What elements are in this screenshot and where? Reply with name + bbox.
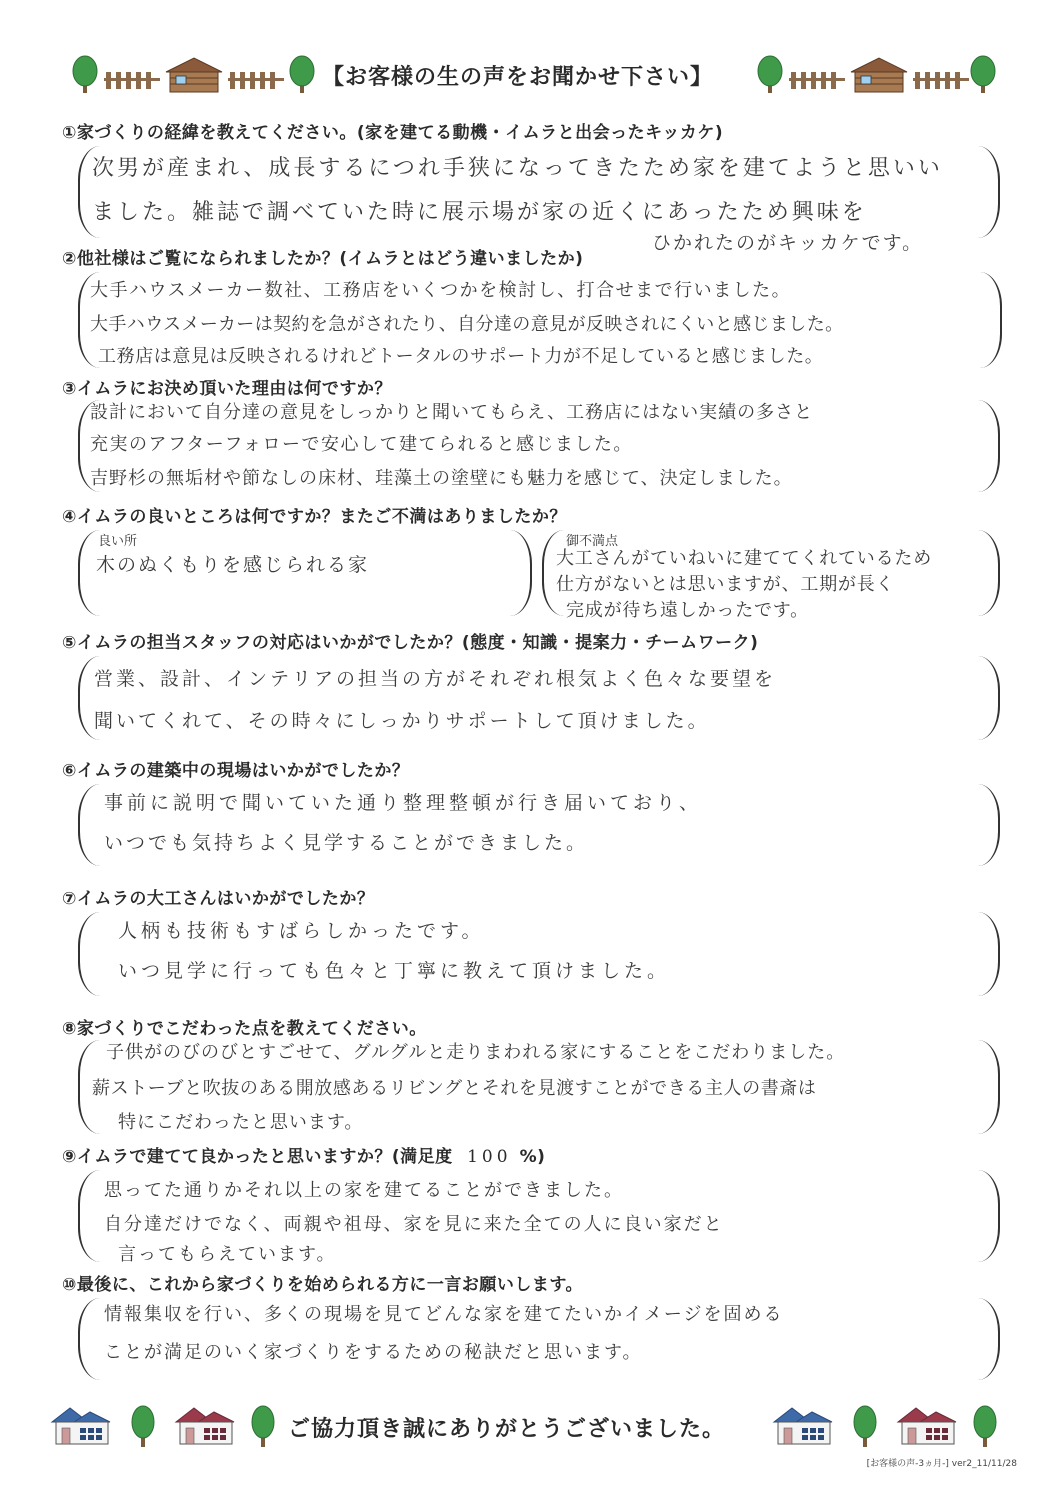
complaints-label: 御不満点 — [566, 534, 619, 549]
question-subtitle: (イムラとはどう違いましたか) — [339, 249, 584, 269]
question-label: ③イムラにお決め頂いた理由は何ですか？ — [62, 379, 392, 399]
good-points-label: 良い所 — [98, 534, 138, 549]
satisfaction-value: 100 — [467, 1147, 512, 1167]
answer-line: ました。雑誌で調べていた時に展示場が家の近くにあったため興味を — [92, 200, 867, 225]
fence-icon — [913, 70, 969, 90]
answer-line: 自分達だけでなく、両親や祖母、家を見に来た全ての人に良い家だと — [104, 1214, 724, 1235]
answer-line: 次男が産まれ、成長するにつれ手狭になってきたため家を建てようと思いい — [92, 156, 943, 181]
question-label: ⑤イムラの担当スタッフの対応はいかがでしたか？ — [62, 633, 462, 653]
tree-icon — [130, 1404, 156, 1448]
answer-line: 充実のアフターフォローで安心して建てられると感じました。 — [90, 434, 633, 455]
question-subtitle: (満足度 — [391, 1147, 453, 1167]
answer-line: 事前に説明で聞いていた通り整理整頓が行き届いており、 — [104, 792, 703, 814]
question-subtitle: (態度・知識・提案力・チームワーク) — [461, 633, 759, 653]
thank-you-message: ご協力頂き誠にありがとうございました。 — [288, 1417, 726, 1442]
answer-line: ことが満足のいく家づくりをするための秘訣だと思います。 — [104, 1342, 643, 1363]
answer-line: 仕方がないとは思いますが、工期が長く — [556, 574, 895, 595]
tree-icon — [972, 1404, 998, 1448]
answer-line: 子供がのびのびとすごせて、グルグルと走りまわれる家にすることをこだわりました。 — [106, 1042, 846, 1063]
house-icon — [772, 1406, 834, 1446]
answer-line: 吉野杉の無垢材や節なしの床材、珪藻土の塗壁にも魅力を感じて、決定しました。 — [90, 468, 793, 489]
answer-line: 完成が待ち遠しかったです。 — [566, 600, 809, 621]
answer-line: 大手ハウスメーカーは契約を急がされたり、自分達の意見が反映されにくいと感じました。 — [90, 314, 844, 335]
tree-icon — [755, 55, 785, 95]
question-label: ④イムラの良いところは何ですか？またご不満はありましたか？ — [62, 507, 567, 527]
question-subtitle: (家を建てる動機・イムラと出会ったキッカケ) — [356, 123, 724, 143]
question-label: ⑨イムラで建てて良かったと思いますか？ — [62, 1147, 392, 1167]
answer-line: いつ見学に行っても色々と丁寧に教えて頂けました。 — [118, 960, 671, 982]
log-house-icon — [847, 56, 911, 94]
fence-icon — [104, 70, 160, 90]
house-icon — [174, 1406, 236, 1446]
answer-line: 人柄も技術もすばらしかったです。 — [118, 920, 485, 942]
question-label: ⑩最後に、これから家づくりを始められる方に一言お願いします。 — [62, 1275, 584, 1295]
answer-line: 大工さんがていねいに建ててくれているため — [556, 548, 932, 569]
version-label: [お客様の声-3ヵ月-] ver2_11/11/28 — [866, 1459, 1017, 1469]
house-icon — [50, 1406, 112, 1446]
question-label: ①家づくりの経緯を教えてください。 — [62, 123, 357, 143]
answer-line: 大手ハウスメーカー数社、工務店をいくつかを検討し、打合せまで行いました。 — [90, 280, 792, 301]
question-label: ⑧家づくりでこだわった点を教えてください。 — [62, 1019, 427, 1039]
satisfaction-unit: %) — [519, 1147, 546, 1167]
tree-icon — [70, 55, 100, 95]
question-label: ②他社様はご覧になられましたか？ — [62, 249, 340, 269]
answer-line: 設計において自分達の意見をしっかりと聞いてもらえ、工務店にはない実績の多さと — [90, 402, 814, 423]
answer-line: 薪ストーブと吹抜のある開放感あるリビングとそれを見渡すことができる主人の書斎は — [92, 1078, 817, 1099]
answer-line: 情報集収を行い、多くの現場を見てどんな家を建てたいかイメージを固める — [104, 1304, 784, 1325]
tree-icon — [968, 55, 998, 95]
tree-icon — [250, 1404, 276, 1448]
answer-line: 思ってた通りかそれ以上の家を建てることができました。 — [104, 1180, 624, 1201]
page-title: 【お客様の生の声をお聞かせ下さい】 — [322, 65, 714, 90]
answer-line: 工務店は意見は反映されるけれどトータルのサポート力が不足していると感じました。 — [98, 346, 824, 367]
log-house-icon — [162, 56, 226, 94]
answer-line: ひかれたのがキッカケです。 — [652, 232, 924, 254]
question-label: ⑥イムラの建築中の現場はいかがでしたか？ — [62, 761, 410, 781]
answer-line: 聞いてくれて、その時々にしっかりサポートして頂けました。 — [94, 710, 710, 732]
fence-icon — [789, 70, 845, 90]
fence-icon — [228, 70, 284, 90]
answer-line: 木のぬくもりを感じられる家 — [96, 554, 370, 576]
answer-line: いつでも気持ちよく見学することができました。 — [104, 832, 589, 854]
question-label: ⑦イムラの大工さんはいかがでしたか？ — [62, 889, 375, 909]
answer-line: 言ってもらえています。 — [118, 1244, 337, 1265]
answer-line: 営業、設計、インテリアの担当の方がそれぞれ根気よく色々な要望を — [94, 668, 777, 690]
tree-icon — [852, 1404, 878, 1448]
tree-icon — [287, 55, 317, 95]
house-icon — [896, 1406, 958, 1446]
answer-line: 特にこだわったと思います。 — [118, 1112, 364, 1133]
